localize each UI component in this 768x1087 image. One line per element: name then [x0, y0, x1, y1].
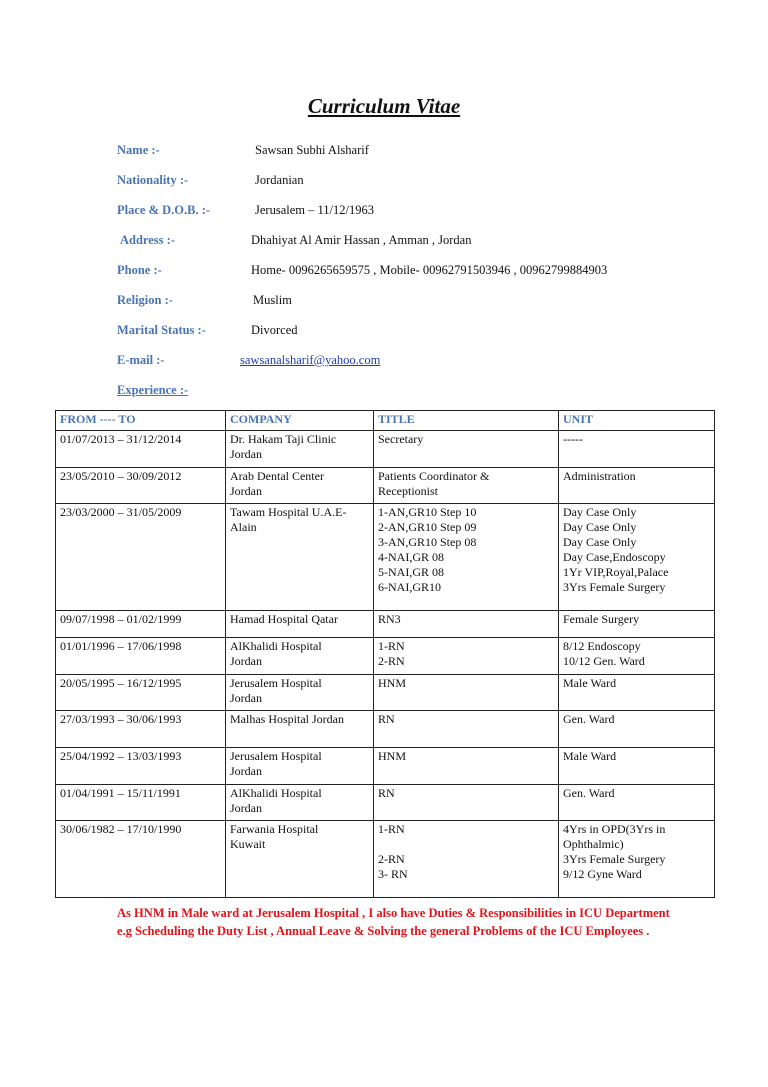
address-value: Dhahiyat Al Amir Hassan , Amman , Jordan	[251, 233, 472, 247]
icu-duties-note: As HNM in Male ward at Jerusalem Hospital , I also have Duties & Responsibilities in ICU Department e.g Scheduling the Duty List , Annual Leave & Solving the general Problems of the ICU Employees .	[117, 906, 670, 938]
name-value: Sawsan Subhi Alsharif	[255, 143, 369, 157]
period-cell: 25/04/1992 – 13/03/1993	[56, 748, 226, 785]
title-cell: RN3	[374, 611, 559, 638]
table-row	[56, 504, 715, 611]
email-link[interactable]: sawsanalsharif@yahoo.com	[240, 353, 381, 367]
table-row	[56, 821, 715, 898]
unit-cell: -----	[559, 431, 715, 468]
title-cell: Patients Coordinator & Receptionist	[374, 468, 559, 504]
unit-cell: Gen. Ward	[559, 711, 715, 748]
title-cell: Secretary	[374, 431, 559, 468]
marital-value: Divorced	[251, 323, 298, 337]
religion-value: Muslim	[253, 293, 292, 307]
period-cell: 23/05/2010 – 30/09/2012	[56, 468, 226, 504]
religion-label: Religion :-	[117, 293, 173, 307]
title-cell: HNM	[374, 748, 559, 785]
table-row	[56, 431, 715, 468]
company-cell: Jerusalem Hospital Jordan	[226, 748, 374, 785]
title-cell: RN	[374, 711, 559, 748]
name-label: Name :-	[117, 143, 160, 157]
period-cell: 23/03/2000 – 31/05/2009	[56, 504, 226, 611]
company-cell: Tawam Hospital U.A.E- Alain	[226, 504, 374, 611]
title-cell: HNM	[374, 675, 559, 711]
period-cell: 01/07/2013 – 31/12/2014	[56, 431, 226, 468]
marital-label: Marital Status :-	[117, 323, 206, 337]
period-cell: 01/04/1991 – 15/11/1991	[56, 785, 226, 821]
table-row	[56, 468, 715, 504]
company-cell: Farwania Hospital Kuwait	[226, 821, 374, 898]
nationality-value: Jordanian	[255, 173, 304, 187]
table-row	[56, 785, 715, 821]
company-cell: Malhas Hospital Jordan	[226, 711, 374, 748]
company-cell: Dr. Hakam Taji Clinic Jordan	[226, 431, 374, 468]
unit-cell: 8/12 Endoscopy 10/12 Gen. Ward	[559, 638, 715, 675]
period-cell: 20/05/1995 – 16/12/1995	[56, 675, 226, 711]
company-cell: Jerusalem Hospital Jordan	[226, 675, 374, 711]
place-dob-label: Place & D.O.B. :-	[117, 203, 211, 217]
company-cell: Arab Dental Center Jordan	[226, 468, 374, 504]
table-row	[56, 748, 715, 785]
unit-cell: Male Ward	[559, 675, 715, 711]
title-cell: 1-AN,GR10 Step 10 2-AN,GR10 Step 09 3-AN,GR10 Step 08 4-NAI,GR 08 5-NAI,GR 08 6-NAI,GR10	[374, 504, 559, 611]
header-period: FROM ---- TO	[56, 411, 226, 431]
company-cell: AlKhalidi Hospital Jordan	[226, 638, 374, 675]
experience-table	[55, 410, 715, 898]
unit-cell: Day Case Only Day Case Only Day Case Only Day Case,Endoscopy 1Yr VIP,Royal,Palace 3Yrs Female Surgery	[559, 504, 715, 611]
phone-value: Home- 0096265659575 , Mobile- 00962791503946 , 00962799884903	[251, 263, 608, 277]
table-header-row	[56, 411, 715, 431]
table-row	[56, 638, 715, 675]
title-cell: RN	[374, 785, 559, 821]
nationality-label: Nationality :-	[117, 173, 189, 187]
table-row	[56, 711, 715, 748]
unit-cell: 4Yrs in OPD(3Yrs in Ophthalmic) 3Yrs Female Surgery 9/12 Gyne Ward	[559, 821, 715, 898]
phone-label: Phone :-	[117, 263, 162, 277]
header-company: COMPANY	[226, 411, 374, 431]
unit-cell: Male Ward	[559, 748, 715, 785]
period-cell: 27/03/1993 – 30/06/1993	[56, 711, 226, 748]
unit-cell: Gen. Ward	[559, 785, 715, 821]
unit-cell: Administration	[559, 468, 715, 504]
document-title: Curriculum Vitae	[307, 94, 461, 118]
period-cell: 09/07/1998 – 01/02/1999	[56, 611, 226, 638]
table-row	[56, 675, 715, 711]
email-label: E-mail :-	[117, 353, 165, 367]
company-cell: Hamad Hospital Qatar	[226, 611, 374, 638]
title-cell: 1-RN 2-RN 3- RN	[374, 821, 559, 898]
place-dob-value: Jerusalem – 11/12/1963	[255, 203, 374, 217]
unit-cell: Female Surgery	[559, 611, 715, 638]
header-unit: UNIT	[559, 411, 715, 431]
address-label: Address :-	[120, 233, 175, 247]
period-cell: 01/01/1996 – 17/06/1998	[56, 638, 226, 675]
period-cell: 30/06/1982 – 17/10/1990	[56, 821, 226, 898]
experience-label: Experience :-	[117, 383, 189, 397]
table-row	[56, 611, 715, 638]
company-cell: AlKhalidi Hospital Jordan	[226, 785, 374, 821]
header-title: TITLE	[374, 411, 559, 431]
title-cell: 1-RN 2-RN	[374, 638, 559, 675]
